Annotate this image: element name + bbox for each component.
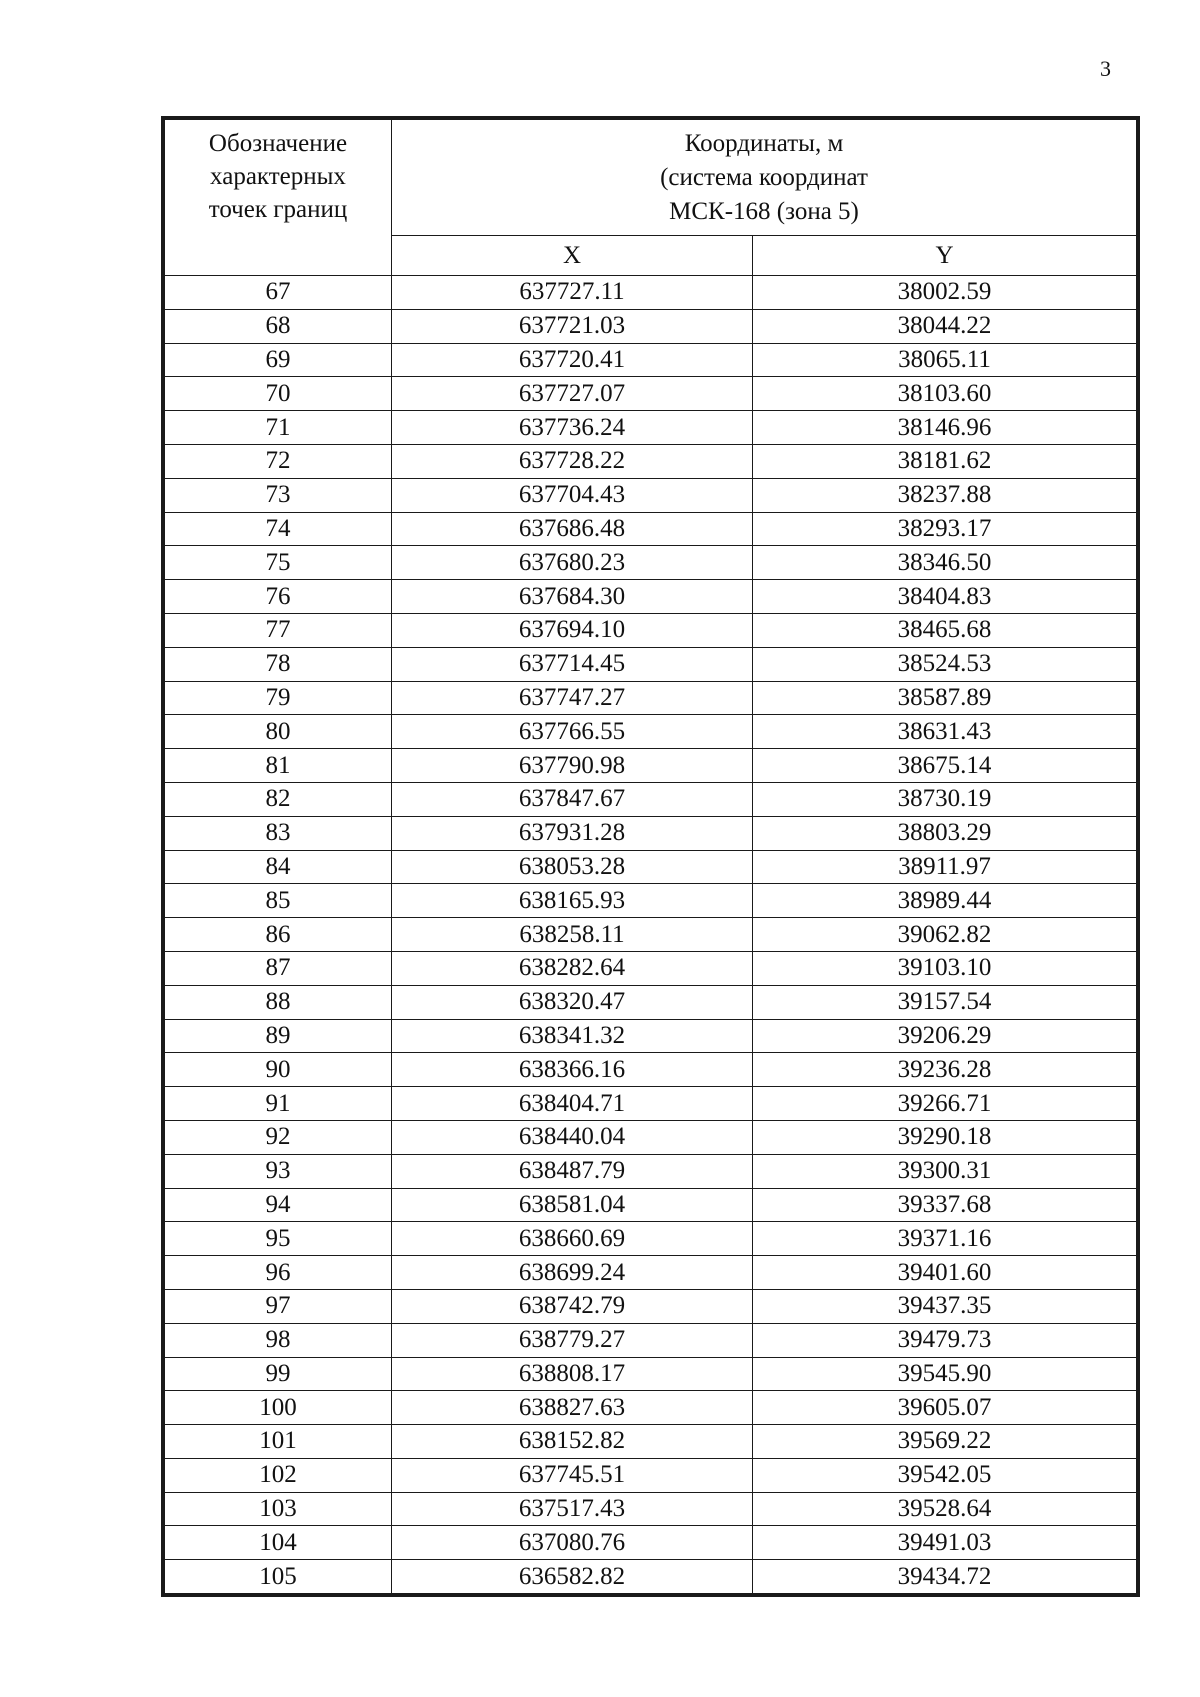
y-coordinate-cell: 38675.14 [753, 749, 1137, 783]
x-coordinate-cell: 637684.30 [392, 580, 753, 614]
table-row [165, 1154, 1137, 1188]
table-row [165, 512, 1137, 546]
point-cell: 89 [165, 1019, 392, 1053]
y-coordinate-cell: 38465.68 [753, 613, 1137, 647]
x-coordinate-cell: 637727.07 [392, 377, 753, 411]
table-row [165, 1087, 1137, 1121]
point-cell: 82 [165, 782, 392, 816]
point-cell: 76 [165, 580, 392, 614]
table-row [165, 1560, 1137, 1594]
point-cell: 102 [165, 1458, 392, 1492]
table-row [165, 884, 1137, 918]
x-coordinate-cell: 638581.04 [392, 1188, 753, 1222]
x-coordinate-cell: 638165.93 [392, 884, 753, 918]
point-cell: 96 [165, 1256, 392, 1290]
x-coordinate-cell: 637728.22 [392, 444, 753, 478]
point-cell: 73 [165, 478, 392, 512]
y-coordinate-cell: 39300.31 [753, 1154, 1137, 1188]
x-coordinate-cell: 638404.71 [392, 1087, 753, 1121]
point-cell: 83 [165, 816, 392, 850]
table-row [165, 1425, 1137, 1459]
table-row [165, 681, 1137, 715]
point-cell: 91 [165, 1087, 392, 1121]
table-row [165, 1188, 1137, 1222]
y-coordinate-cell: 38587.89 [753, 681, 1137, 715]
x-coordinate-cell: 637714.45 [392, 647, 753, 681]
y-coordinate-cell: 39569.22 [753, 1425, 1137, 1459]
y-coordinate-cell: 38631.43 [753, 715, 1137, 749]
y-coordinate-cell: 39491.03 [753, 1526, 1137, 1560]
point-cell: 78 [165, 647, 392, 681]
table-row [165, 647, 1137, 681]
x-coordinate-cell: 638258.11 [392, 918, 753, 952]
table-row [165, 411, 1137, 445]
table-row [165, 1256, 1137, 1290]
header-line: Обозначение [208, 130, 348, 157]
y-coordinate-cell: 39337.68 [753, 1188, 1137, 1222]
y-coordinate-cell: 39290.18 [753, 1120, 1137, 1154]
table-row [165, 377, 1137, 411]
y-coordinate-cell: 39437.35 [753, 1289, 1137, 1323]
point-cell: 81 [165, 749, 392, 783]
y-coordinate-cell: 39542.05 [753, 1458, 1137, 1492]
table-header [165, 120, 1137, 276]
point-cell: 68 [165, 309, 392, 343]
table-row [165, 850, 1137, 884]
table-row [165, 918, 1137, 952]
point-cell: 77 [165, 613, 392, 647]
y-coordinate-cell: 38346.50 [753, 546, 1137, 580]
header-line: характерных [210, 163, 346, 190]
point-cell: 98 [165, 1323, 392, 1357]
y-coordinate-cell: 38103.60 [753, 377, 1137, 411]
table-row [165, 749, 1137, 783]
point-cell: 97 [165, 1289, 392, 1323]
point-cell: 71 [165, 411, 392, 445]
x-coordinate-cell: 637766.55 [392, 715, 753, 749]
y-coordinate-cell: 38181.62 [753, 444, 1137, 478]
coordinates-header [392, 120, 1137, 236]
header-line: МСК-168 (зона 5) [669, 198, 859, 225]
x-coordinate-cell: 637847.67 [392, 782, 753, 816]
table-body [165, 276, 1137, 1594]
point-cell: 95 [165, 1222, 392, 1256]
table-row [165, 1458, 1137, 1492]
table-row [165, 985, 1137, 1019]
header-line: Координаты, м [684, 130, 844, 157]
point-cell: 75 [165, 546, 392, 580]
point-cell: 80 [165, 715, 392, 749]
x-coordinate-cell: 638440.04 [392, 1120, 753, 1154]
point-cell: 94 [165, 1188, 392, 1222]
y-coordinate-cell: 39062.82 [753, 918, 1137, 952]
point-cell: 100 [165, 1391, 392, 1425]
point-cell: 86 [165, 918, 392, 952]
x-coordinate-cell: 637745.51 [392, 1458, 753, 1492]
table-row [165, 782, 1137, 816]
table-row [165, 444, 1137, 478]
x-coordinate-cell: 638053.28 [392, 850, 753, 884]
point-cell: 99 [165, 1357, 392, 1391]
table-row [165, 546, 1137, 580]
y-coordinate-cell: 38044.22 [753, 309, 1137, 343]
table-row [165, 478, 1137, 512]
x-coordinate-cell: 638827.63 [392, 1391, 753, 1425]
x-coordinate-cell: 636582.82 [392, 1560, 753, 1594]
point-cell: 104 [165, 1526, 392, 1560]
point-cell: 105 [165, 1560, 392, 1594]
y-coordinate-cell: 38065.11 [753, 343, 1137, 377]
y-coordinate-cell: 38803.29 [753, 816, 1137, 850]
x-coordinate-cell: 638487.79 [392, 1154, 753, 1188]
x-coordinate-cell: 637686.48 [392, 512, 753, 546]
y-coordinate-cell: 38237.88 [753, 478, 1137, 512]
y-coordinate-cell: 38911.97 [753, 850, 1137, 884]
y-coordinate-cell: 39266.71 [753, 1087, 1137, 1121]
table-row [165, 580, 1137, 614]
y-coordinate-cell: 39371.16 [753, 1222, 1137, 1256]
x-column-header: X [392, 236, 753, 276]
point-cell: 103 [165, 1492, 392, 1526]
y-coordinate-cell: 39434.72 [753, 1560, 1137, 1594]
y-coordinate-cell: 38146.96 [753, 411, 1137, 445]
table-row [165, 1289, 1137, 1323]
x-coordinate-cell: 637931.28 [392, 816, 753, 850]
point-cell: 88 [165, 985, 392, 1019]
coordinates-table [164, 119, 1137, 1594]
y-coordinate-cell: 39401.60 [753, 1256, 1137, 1290]
table-row [165, 1053, 1137, 1087]
x-coordinate-cell: 638320.47 [392, 985, 753, 1019]
table-row [165, 1120, 1137, 1154]
y-coordinate-cell: 39206.29 [753, 1019, 1137, 1053]
x-coordinate-cell: 637704.43 [392, 478, 753, 512]
y-coordinate-cell: 39479.73 [753, 1323, 1137, 1357]
x-coordinate-cell: 637080.76 [392, 1526, 753, 1560]
point-cell: 74 [165, 512, 392, 546]
table-row [165, 1526, 1137, 1560]
y-coordinate-cell: 39157.54 [753, 985, 1137, 1019]
x-coordinate-cell: 638699.24 [392, 1256, 753, 1290]
table-row [165, 951, 1137, 985]
point-cell: 79 [165, 681, 392, 715]
point-cell: 90 [165, 1053, 392, 1087]
y-coordinate-cell: 39528.64 [753, 1492, 1137, 1526]
point-cell: 92 [165, 1120, 392, 1154]
x-coordinate-cell: 637747.27 [392, 681, 753, 715]
point-cell: 67 [165, 276, 392, 310]
table-row [165, 1019, 1137, 1053]
table-row [165, 1357, 1137, 1391]
x-coordinate-cell: 638779.27 [392, 1323, 753, 1357]
header-line: (система координат [660, 164, 868, 191]
table-row [165, 1492, 1137, 1526]
point-cell: 87 [165, 951, 392, 985]
x-coordinate-cell: 637680.23 [392, 546, 753, 580]
x-coordinate-cell: 637720.41 [392, 343, 753, 377]
point-cell: 85 [165, 884, 392, 918]
point-cell: 84 [165, 850, 392, 884]
header-line: точек границ [208, 196, 348, 223]
y-column-header: Y [753, 236, 1137, 276]
y-coordinate-cell: 39236.28 [753, 1053, 1137, 1087]
point-cell: 72 [165, 444, 392, 478]
y-coordinate-cell: 39103.10 [753, 951, 1137, 985]
x-coordinate-cell: 637517.43 [392, 1492, 753, 1526]
point-cell: 70 [165, 377, 392, 411]
table-row [165, 1222, 1137, 1256]
table-row [165, 1323, 1137, 1357]
y-coordinate-cell: 38524.53 [753, 647, 1137, 681]
table-row [165, 816, 1137, 850]
y-coordinate-cell: 38730.19 [753, 782, 1137, 816]
coordinates-table-container [161, 116, 1140, 1597]
y-coordinate-cell: 39545.90 [753, 1357, 1137, 1391]
x-coordinate-cell: 638366.16 [392, 1053, 753, 1087]
x-coordinate-cell: 638282.64 [392, 951, 753, 985]
table-row [165, 613, 1137, 647]
table-row [165, 276, 1137, 310]
table-row [165, 1391, 1137, 1425]
y-coordinate-cell: 38404.83 [753, 580, 1137, 614]
x-coordinate-cell: 638152.82 [392, 1425, 753, 1459]
x-coordinate-cell: 637736.24 [392, 411, 753, 445]
point-designation-header [165, 120, 392, 276]
x-coordinate-cell: 638742.79 [392, 1289, 753, 1323]
point-cell: 101 [165, 1425, 392, 1459]
y-coordinate-cell: 39605.07 [753, 1391, 1137, 1425]
y-coordinate-cell: 38989.44 [753, 884, 1137, 918]
y-coordinate-cell: 38293.17 [753, 512, 1137, 546]
table-row [165, 309, 1137, 343]
y-coordinate-cell: 38002.59 [753, 276, 1137, 310]
table-row [165, 343, 1137, 377]
page-number: 3 [1100, 56, 1111, 81]
x-coordinate-cell: 638808.17 [392, 1357, 753, 1391]
x-coordinate-cell: 637694.10 [392, 613, 753, 647]
x-coordinate-cell: 637727.11 [392, 276, 753, 310]
x-coordinate-cell: 638660.69 [392, 1222, 753, 1256]
point-cell: 69 [165, 343, 392, 377]
table-row [165, 715, 1137, 749]
x-coordinate-cell: 637721.03 [392, 309, 753, 343]
point-cell: 93 [165, 1154, 392, 1188]
x-coordinate-cell: 637790.98 [392, 749, 753, 783]
x-coordinate-cell: 638341.32 [392, 1019, 753, 1053]
